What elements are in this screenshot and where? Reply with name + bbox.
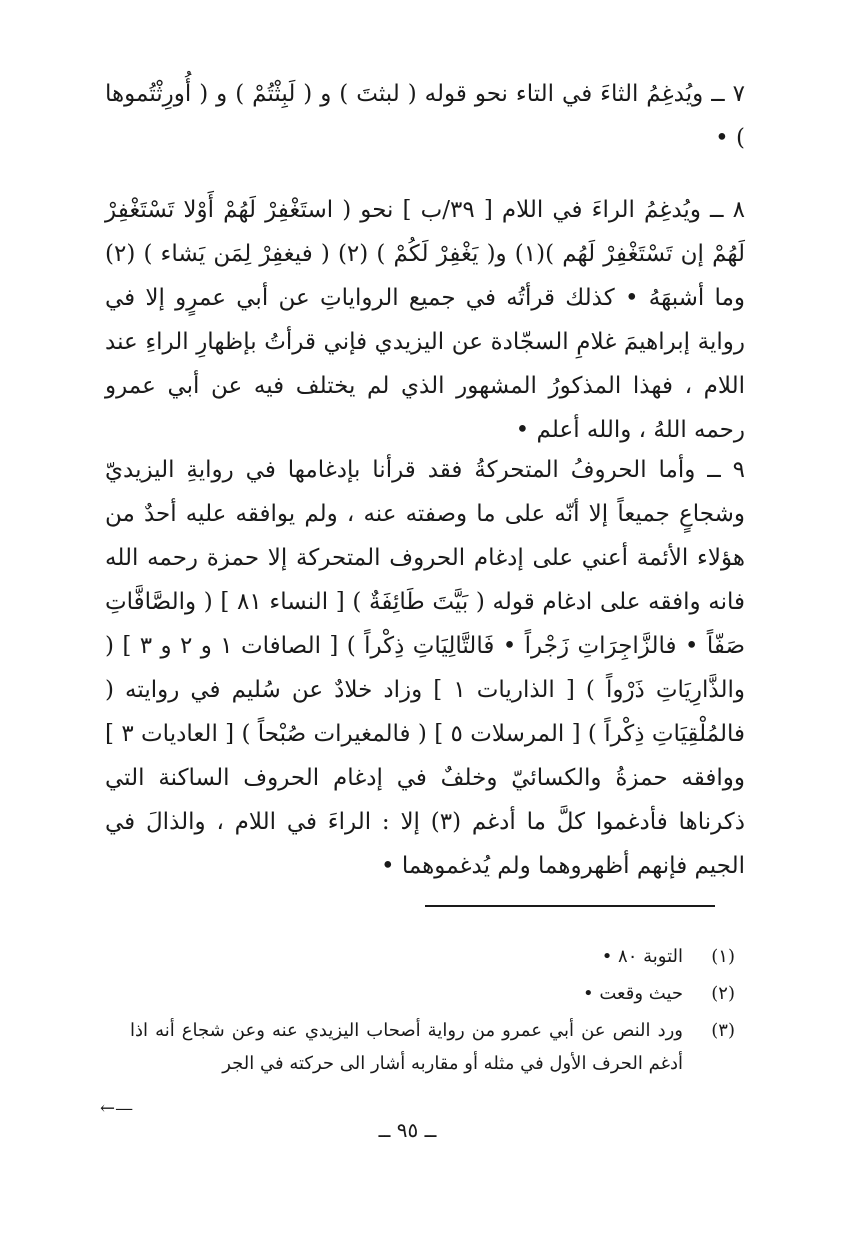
paragraph-7: ٧ ــ ويُدغِمُ الثاءَ في التاء نحو قوله ( لبثتَ ) و ( لَبِثْتُمْ ) و ( أُورِثْتُموها ) • bbox=[105, 81, 745, 151]
footnote-number: (٢) bbox=[711, 983, 735, 1004]
paragraph-8: ٨ ــ ويُدغِمُ الراءَ في اللام [ ٣٩/ب ] نحو ( استَغْفِرْ لَهُمْ أَوْلا تَسْتَغْفِرْ لَهُمْ إن تَسْتَغْفِرْ لَهُم )(١) و( يَغْفِرْ لَكُمْ ) (٢) ( فيغفِرْ لِمَن يَشاء ) (٢) وما أشبهَهُ • كذلك قرأتُه في جميع الرواياتِ عن أبي عمرٍو إلا في رواية إبراهيمَ غلامِ السجّادة عن اليزيدي فإني قرأتُ بإظهارِ الراءِ عند اللام ، فهذا المذكورُ المشهور الذي لم يختلف فيه عن أبي عمرو رحمه اللهُ ، والله أعلم • bbox=[105, 197, 745, 443]
page-number: ــ ٩٥ ــ bbox=[378, 1118, 437, 1142]
footnote-number: (٣) bbox=[711, 1020, 735, 1041]
continuation-arrow-icon: ←— bbox=[100, 1098, 134, 1119]
footnote-3 bbox=[130, 1014, 735, 1080]
footnote-text: حيث وقعت • bbox=[583, 983, 683, 1004]
footnote-text: ورد النص عن أبي عمرو من رواية أصحاب اليزيدي عنه وعن شجاع أنه اذا أدغم الحرف الأول في مثله أو مقاربه أشار الى حركته في الجر bbox=[130, 1020, 683, 1074]
footnote-1 bbox=[130, 940, 735, 973]
footnote-2 bbox=[130, 977, 735, 1010]
paragraph-9: ٩ ــ وأما الحروفُ المتحركةُ فقد قرأنا بإدغامها في روايةِ اليزيديّ وشجاعٍ جميعاً إلا أنّه على ما وصفته عنه ، ولم يوافقه عليه أحدٌ من هؤلاء الأئمة أعني على إدغام الحروف المتحركة إلا حمزة رحمه الله فانه وافقه على ادغام قوله ( بَيَّتَ طَائِفَةٌ ) [ النساء ٨١ ] ( والصَّافَّاتِ صَفّاً • فالزَّاجِرَاتِ زَجْراً • فَالتَّالِيَاتِ ذِكْراً ) [ الصافات ١ و ٢ و ٣ ] ( والذَّارِيَاتِ ذَرْواً ) [ الذاريات ١ ] وزاد خلادٌ عن سُليم في روايته ( فالمُلْقِيَاتِ ذِكْراً ) [ المرسلات ٥ ] ( فالمغيرات صُبْحاً ) [ العاديات ٣ ] ووافقه حمزةُ والكسائيّ وخلفٌ في إدغام الحروف الساكنة التي ذكرناها فأدغموا كلَّ ما أدغم (٣) إلا : الراءَ في اللام ، والذالَ في الجيم فإنهم أظهروهما ولم يُدغموهما • bbox=[105, 457, 746, 879]
footnote-separator bbox=[425, 905, 715, 907]
footnote-number: (١) bbox=[711, 946, 735, 967]
footnote-text: التوبة ٨٠ • bbox=[601, 946, 683, 967]
footnotes-list bbox=[130, 940, 735, 1084]
